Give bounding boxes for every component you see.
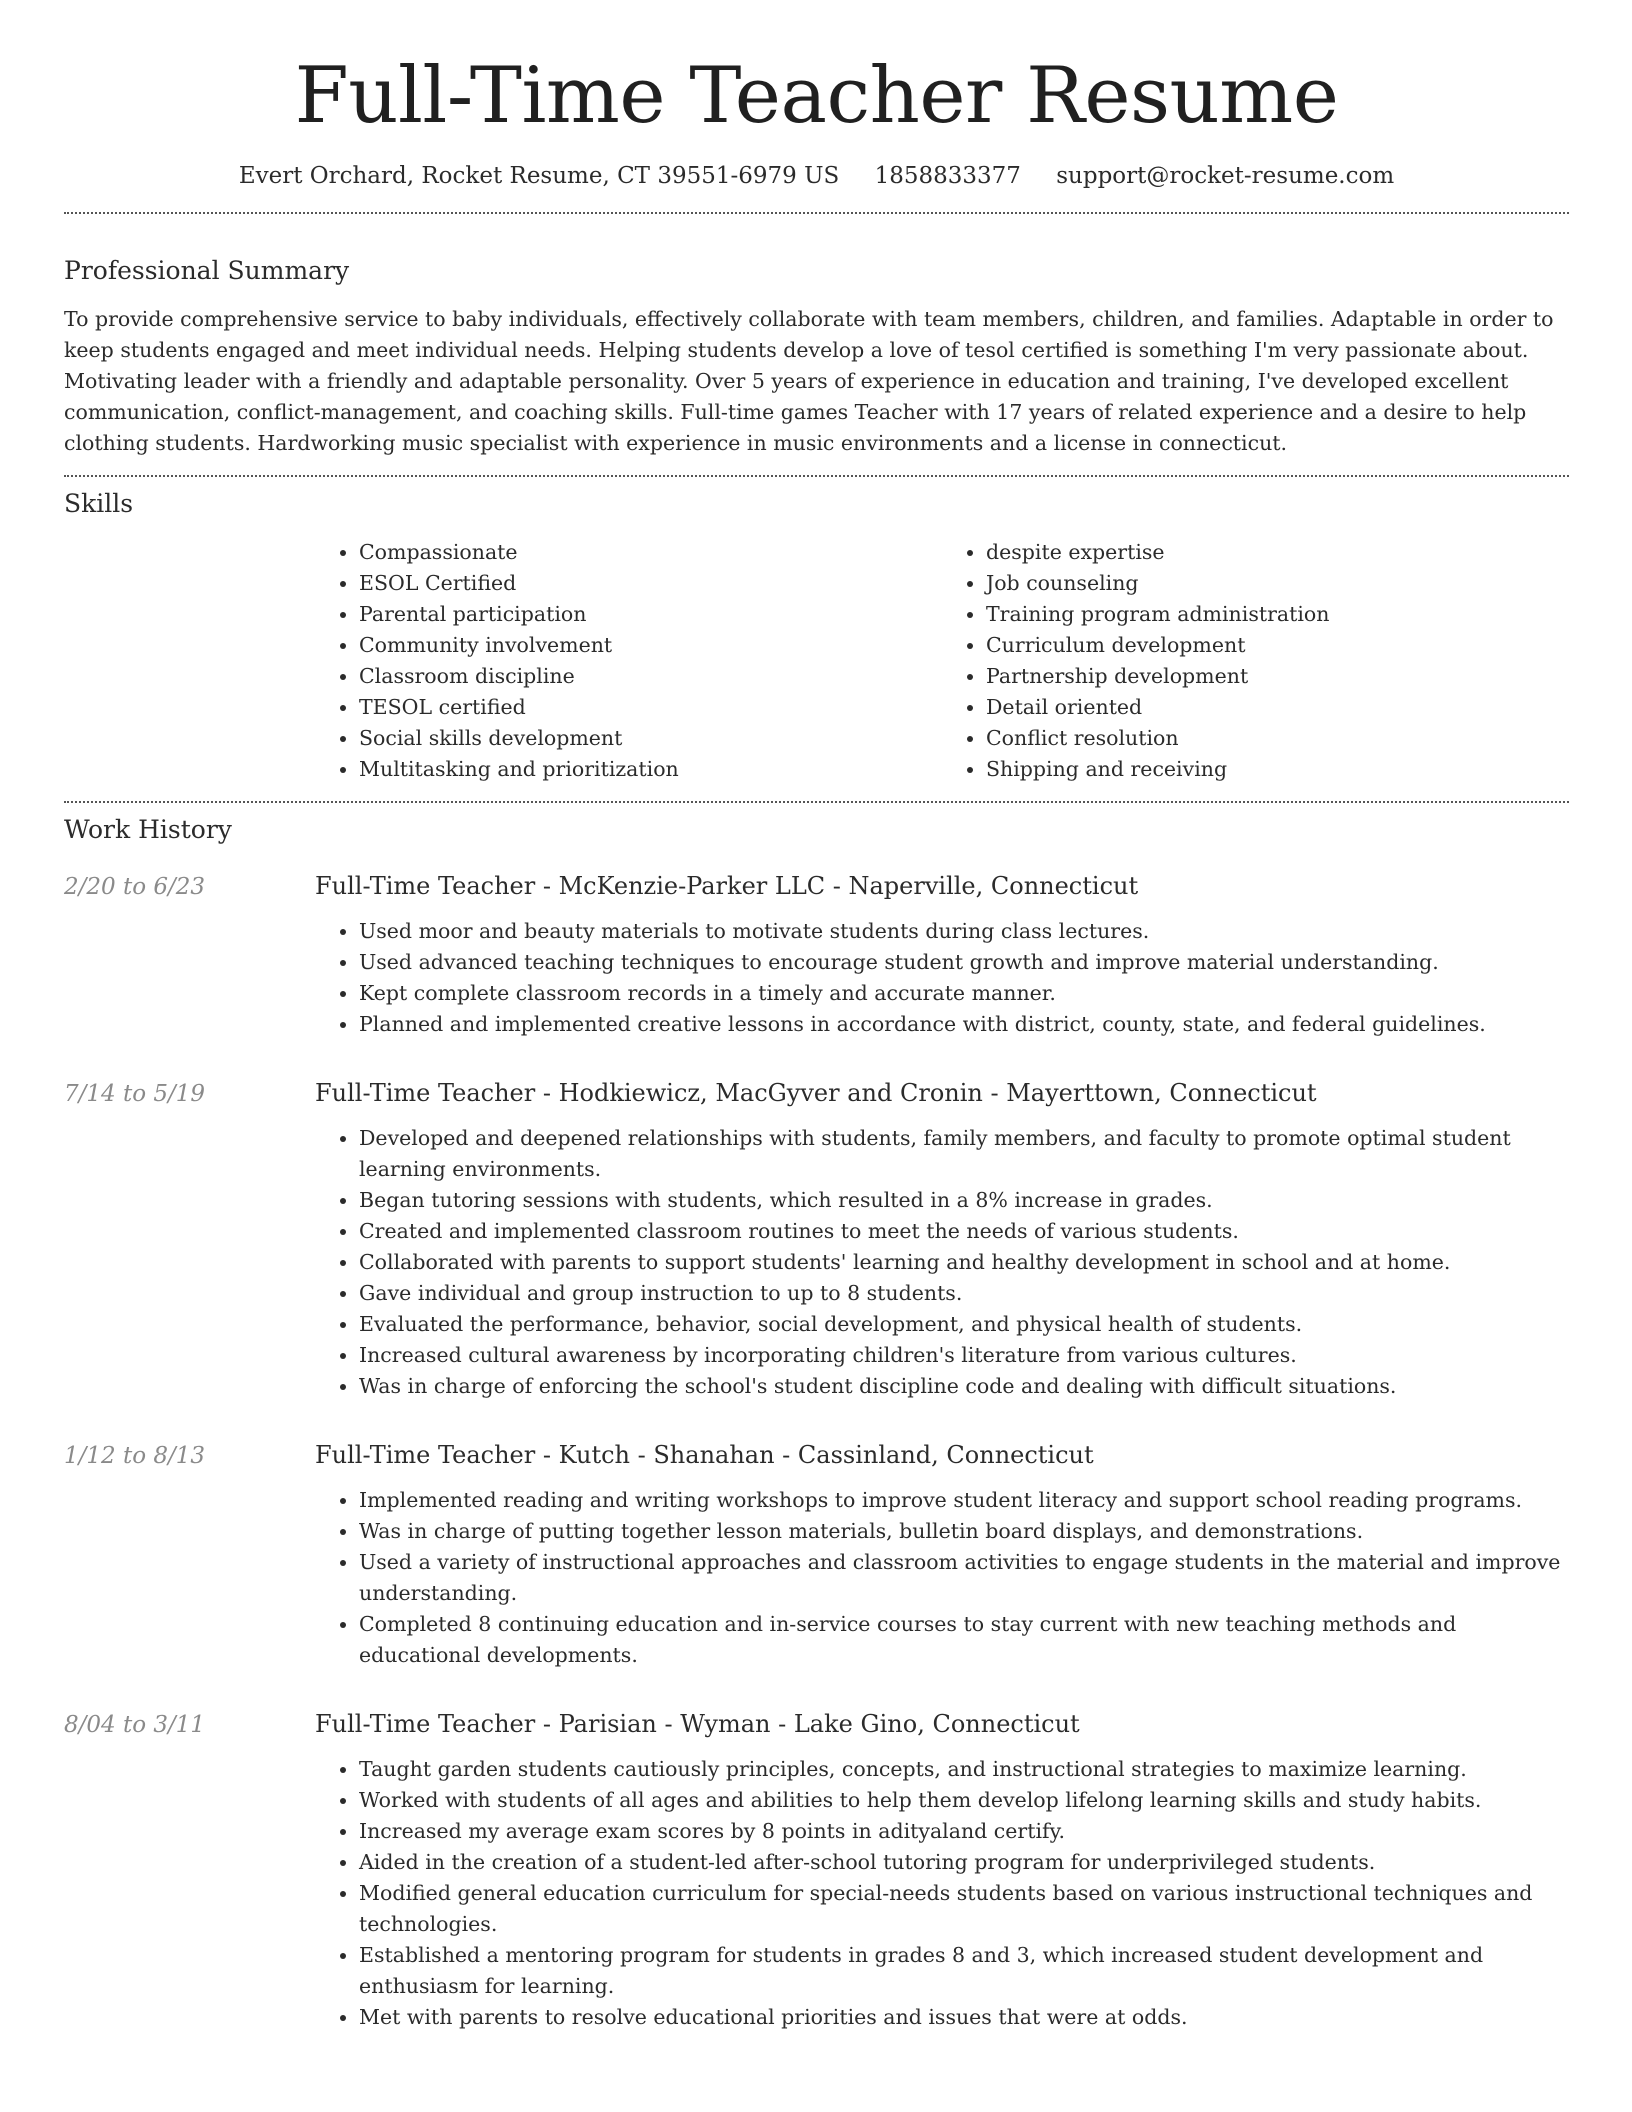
job-header — [64, 1076, 1569, 1111]
job-bullet: • Was in charge of putting together lesson materials, bulletin board displays, and demonstrations. — [359, 1516, 1569, 1547]
skill-item: • Compassionate — [359, 537, 942, 568]
resume-page — [64, 0, 1569, 2033]
skill-item: • Partnership development — [986, 661, 1569, 692]
job-title: Full-Time Teacher - Parisian - Wyman - Lake Gino, Connecticut — [315, 1710, 1080, 1738]
skill-item: • Training program administration — [986, 599, 1569, 630]
skill-item: • ESOL Certified — [359, 568, 942, 599]
job-bullet: • Developed and deepened relationships with students, family members, and faculty to promote optimal student learning environments. — [359, 1123, 1569, 1185]
job-bullet: • Implemented reading and writing workshops to improve student literacy and support school reading programs. — [359, 1485, 1569, 1516]
contact-email: support@rocket-resume.com — [1056, 163, 1395, 189]
job-bullet: • Worked with students of all ages and abilities to help them develop lifelong learning skills and study habits. — [359, 1785, 1569, 1816]
job-entry — [64, 869, 1569, 1040]
skill-item: • Classroom discipline — [359, 661, 942, 692]
skill-item: • despite expertise — [986, 537, 1569, 568]
job-date: 8/04 to 3/11 — [64, 1712, 206, 1738]
skill-item: • Multitasking and prioritization — [359, 754, 942, 785]
job-bullet: • Aided in the creation of a student-led after-school tutoring program for underprivileged students. — [359, 1847, 1569, 1878]
job-title: Full-Time Teacher - McKenzie-Parker LLC - Naperville, Connecticut — [315, 872, 1139, 900]
job-header — [64, 1707, 1569, 1742]
skills-list — [315, 537, 1569, 785]
skill-item: • Shipping and receiving — [986, 754, 1569, 785]
job-date: 7/14 to 5/19 — [64, 1081, 206, 1107]
divider — [64, 212, 1569, 214]
skills-column-right — [942, 537, 1569, 785]
skill-item: • TESOL certified — [359, 692, 942, 723]
job-bullets — [315, 1485, 1569, 1671]
job-title: Full-Time Teacher - Hodkiewicz, MacGyver and Cronin - Mayerttown, Connecticut — [315, 1079, 1317, 1107]
section-title-summary: Professional Summary — [64, 256, 350, 285]
job-bullet: • Used moor and beauty materials to motivate students during class lectures. — [359, 916, 1569, 947]
contact-address: Evert Orchard, Rocket Resume, CT 39551-6979 US — [238, 163, 840, 189]
skill-item: • Community involvement — [359, 630, 942, 661]
job-bullet: • Gave individual and group instruction to up to 8 students. — [359, 1278, 1569, 1309]
job-bullet: • Met with parents to resolve educational priorities and issues that were at odds. — [359, 2002, 1569, 2033]
job-bullet: • Collaborated with parents to support students' learning and healthy development in school and at home. — [359, 1247, 1569, 1278]
skill-item: • Detail oriented — [986, 692, 1569, 723]
job-bullet: • Increased my average exam scores by 8 points in adityaland certify. — [359, 1816, 1569, 1847]
job-bullet: • Kept complete classroom records in a timely and accurate manner. — [359, 978, 1569, 1009]
job-date: 1/12 to 8/13 — [64, 1443, 206, 1469]
contact-line — [64, 160, 1569, 192]
job-bullet: • Used a variety of instructional approaches and classroom activities to engage students in the material and improve understanding. — [359, 1547, 1569, 1609]
job-bullet: • Taught garden students cautiously principles, concepts, and instructional strategies to maximize learning. — [359, 1754, 1569, 1785]
section-title-skills: Skills — [64, 489, 134, 518]
contact-phone: 1858833377 — [874, 163, 1021, 189]
job-bullet: • Began tutoring sessions with students, which resulted in a 8% increase in grades. — [359, 1185, 1569, 1216]
section-title-work: Work History — [64, 815, 232, 844]
job-entry — [64, 1076, 1569, 1402]
job-header — [64, 1438, 1569, 1473]
skill-item: • Conflict resolution — [986, 723, 1569, 754]
job-bullets — [315, 1123, 1569, 1402]
job-bullet: • Increased cultural awareness by incorporating children's literature from various cultures. — [359, 1340, 1569, 1371]
job-bullet: • Was in charge of enforcing the school's student discipline code and dealing with difficult situations. — [359, 1371, 1569, 1402]
job-bullet: • Planned and implemented creative lessons in accordance with district, county, state, and federal guidelines. — [359, 1009, 1569, 1040]
page-title: Full-Time Teacher Resume — [294, 51, 1339, 141]
job-date: 2/20 to 6/23 — [64, 874, 206, 900]
skills-column-left — [315, 537, 942, 785]
job-bullets — [315, 1754, 1569, 2033]
skill-item: • Parental participation — [359, 599, 942, 630]
job-bullet: • Completed 8 continuing education and in-service courses to stay current with new teaching methods and educational developments. — [359, 1609, 1569, 1671]
job-title: Full-Time Teacher - Kutch - Shanahan - Cassinland, Connecticut — [315, 1441, 1094, 1469]
skill-item: • Job counseling — [986, 568, 1569, 599]
job-bullet: • Created and implemented classroom routines to meet the needs of various students. — [359, 1216, 1569, 1247]
skill-item: • Curriculum development — [986, 630, 1569, 661]
job-entry — [64, 1438, 1569, 1671]
job-entry — [64, 1707, 1569, 2033]
job-header — [64, 869, 1569, 904]
job-bullet: • Modified general education curriculum for special-needs students based on various instructional techniques and technologies. — [359, 1878, 1569, 1940]
summary-text: To provide comprehensive service to baby individuals, effectively collaborate with team members, children, and families. Adaptable in order to keep students engaged and meet individual needs. Helping students develop a love of tesol certified is something I'm very passionate about. Motivating leader with a friendly and adaptable personality. Over 5 years of experience in education and training, I've developed excellent communication, conflict-management, and coaching skills. Full-time games Teacher with 17 years of related experience and a desire to help clothing students. Hardworking music specialist with experience in music environments and a license in connecticut. — [64, 307, 1554, 455]
job-bullet: • Used advanced teaching techniques to encourage student growth and improve material understanding. — [359, 947, 1569, 978]
job-bullets — [315, 916, 1569, 1040]
divider — [64, 475, 1569, 477]
job-bullet: • Established a mentoring program for students in grades 8 and 3, which increased student development and enthusiasm for learning. — [359, 1940, 1569, 2002]
divider — [64, 801, 1569, 803]
skill-item: • Social skills development — [359, 723, 942, 754]
job-bullet: • Evaluated the performance, behavior, social development, and physical health of students. — [359, 1309, 1569, 1340]
